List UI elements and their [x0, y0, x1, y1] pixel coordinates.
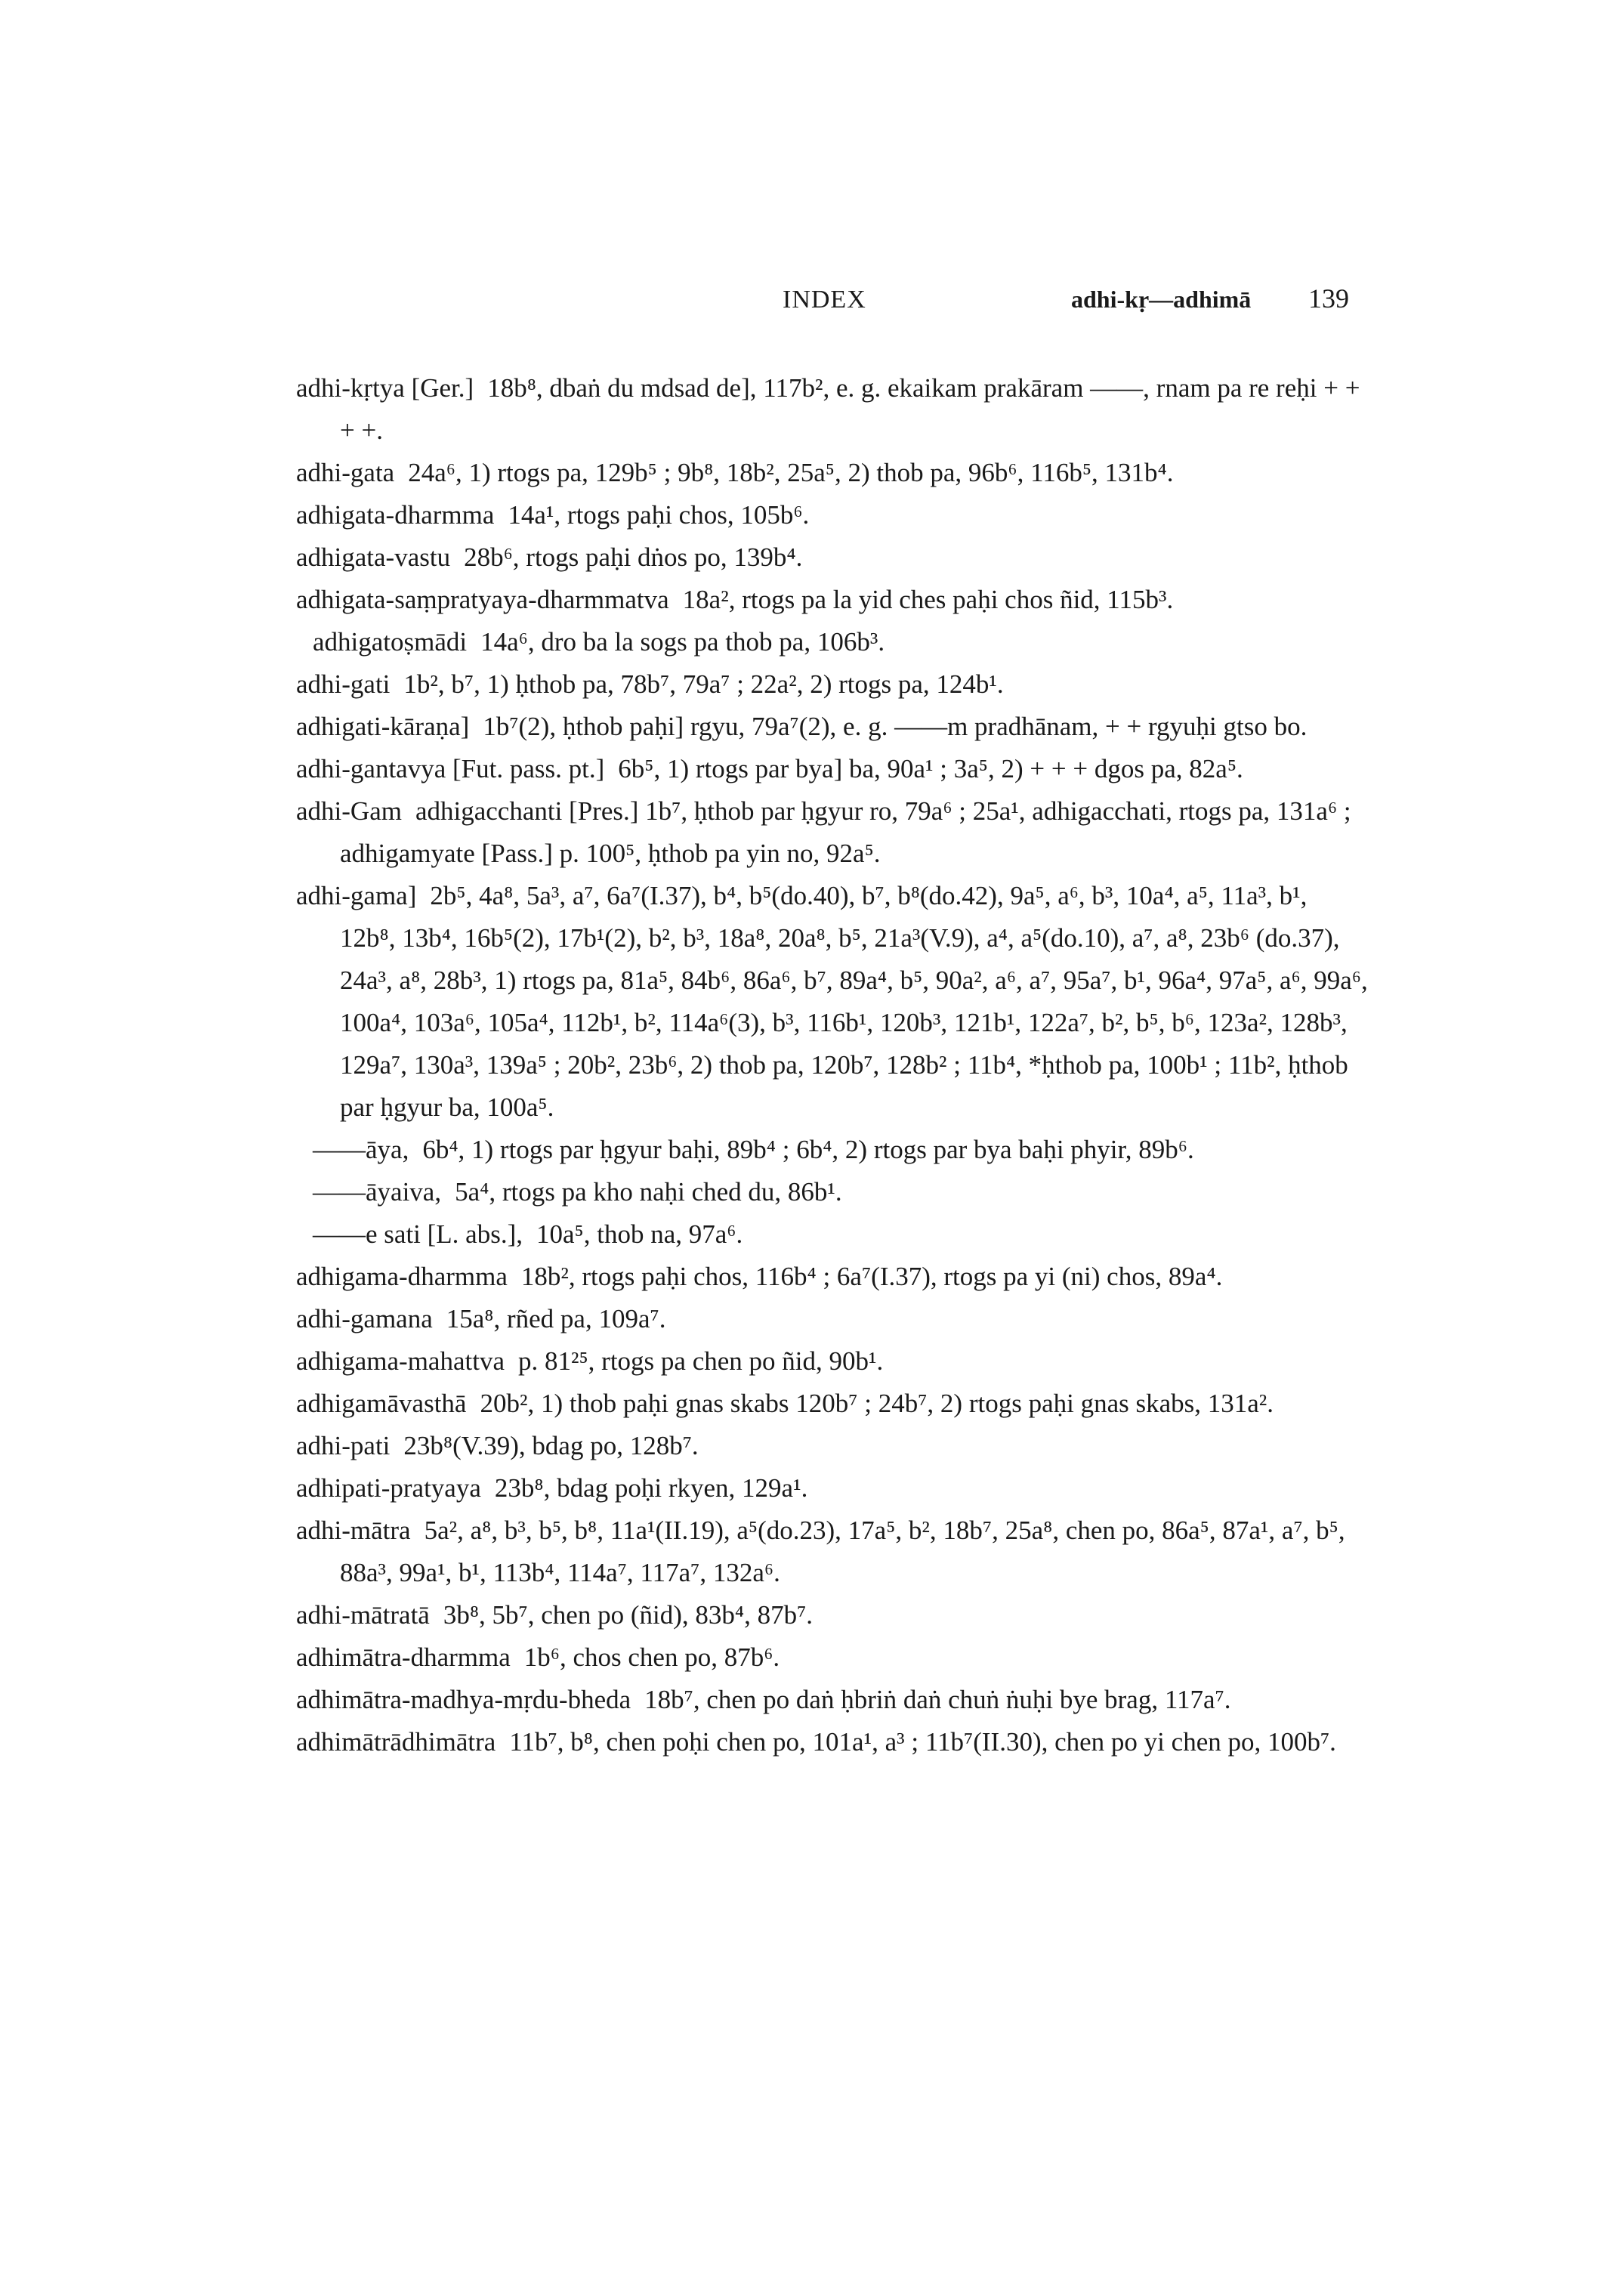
entry-references: 5a², a⁸, b³, b⁵, b⁸, 11a¹(II.19), a⁵(do.23), 17a⁵, b², 18b⁷, 25a⁸, chen po, 86a⁵, 87a¹, a⁷, b⁵, 88a³, 99a¹, b¹, 113b⁴, 114a⁷, 117a⁷, 132a⁶. [340, 1516, 1345, 1587]
index-entry [296, 494, 1369, 536]
entry-references: 10a⁵, thob na, 97a⁶. [536, 1219, 743, 1249]
index-entry [296, 367, 1369, 452]
entry-references: 2b⁵, 4a⁸, 5a³, a⁷, 6a⁷(I.37), b⁴, b⁵(do.40), b⁷, b⁸(do.42), 9a⁵, a⁶, b³, 10a⁴, a⁵, 11a³, b¹, 12b⁸, 13b⁴, 16b⁵(2), 17b¹(2), b², b³, 18a⁸, 20a⁸, b⁵, 21a³(V.9), a⁴, a⁵(do.10), a⁷, a⁸, 23b⁶ (do.37), 24a³, a⁸, 28b³, 1) rtogs pa, 81a⁵, 84b⁶, 86a⁶, b⁷, 89a⁴, b⁵, 90a², a⁶, a⁷, 95a⁷, b¹, 96a⁴, 97a⁵, a⁶, 99a⁶, 100a⁴, 103a⁶, 105a⁴, 112b¹, b², 114a⁶(3), b³, 116b¹, 120b³, 121b¹, 122a⁷, b², b⁵, b⁶, 123a², 128b³, 129a⁷, 130a³, 139a⁵ ; 20b², 23b⁶, 2) thob pa, 120b⁷, 128b² ; 11b⁴, *ḥthob pa, 100b¹ ; 11b², ḥthob par ḥgyur ba, 100a⁵. [340, 881, 1368, 1122]
index-entry [296, 1510, 1369, 1594]
entry-headword: adhipati-pratyaya [296, 1473, 481, 1503]
index-entry [296, 748, 1369, 790]
entry-references: 20b², 1) thob paḥi gnas skabs 120b⁷ ; 24b⁷, 2) rtogs paḥi gnas skabs, 131a². [480, 1389, 1274, 1418]
index-entry [296, 1425, 1369, 1467]
entry-references: 1b⁶, chos chen po, 87b⁶. [523, 1642, 780, 1672]
entry-references: 14a⁶, dro ba la sogs pa thob pa, 106b³. [480, 627, 885, 657]
index-entry [296, 790, 1369, 875]
entry-headword: adhigamāvasthā [296, 1389, 467, 1418]
entry-headword: adhigati-kāraṇa] [296, 712, 470, 741]
index-entry [296, 663, 1369, 706]
index-entry [296, 1594, 1369, 1636]
entry-headword: adhi-pati [296, 1431, 391, 1460]
index-entry [296, 1467, 1369, 1510]
index-entry [296, 1383, 1369, 1425]
entry-references: 24a⁶, 1) rtogs pa, 129b⁵ ; 9b⁸, 18b², 25a⁵, 2) thob pa, 96b⁶, 116b⁵, 131b⁴. [408, 458, 1174, 487]
entry-references: 5a⁴, rtogs pa kho naḥi ched du, 86b¹. [455, 1177, 842, 1207]
index-entry [296, 1256, 1369, 1298]
entry-headword: adhigata-saṃpratyaya-dharmmatva [296, 585, 669, 614]
entry-headword: adhi-mātra [296, 1516, 411, 1545]
page-number: 139 [1308, 283, 1349, 314]
index-entry [296, 1298, 1369, 1340]
index-entry [296, 579, 1369, 621]
entry-references: 6b⁴, 1) rtogs par ḥgyur baḥi, 89b⁴ ; 6b⁴, 2) rtogs par bya baḥi phyir, 89b⁶. [422, 1135, 1194, 1164]
index-entry [296, 1171, 1369, 1213]
entry-references: 23b⁸(V.39), bdag po, 128b⁷. [403, 1431, 699, 1460]
index-entry [296, 1679, 1369, 1721]
entry-headword: adhi-mātratā [296, 1600, 430, 1630]
index-entry [296, 875, 1369, 1129]
index-entry [296, 1721, 1369, 1763]
entry-headword: adhi-kṛtya [Ger.] [296, 373, 474, 403]
entry-headword: ——āyaiva, [313, 1177, 442, 1207]
index-entry [296, 1213, 1369, 1256]
entry-references: 28b⁶, rtogs paḥi dṅos po, 139b⁴. [464, 542, 803, 572]
entry-references: 1b⁷(2), ḥthob paḥi] rgyu, 79a⁷(2), e. g. ——m pradhānam, + + rgyuḥi gtso bo. [483, 712, 1308, 741]
entry-references: 18b², rtogs paḥi chos, 116b⁴ ; 6a⁷(I.37), rtogs pa yi (ni) chos, 89a⁴. [520, 1262, 1223, 1291]
entry-references: 6b⁵, 1) rtogs par bya] ba, 90a¹ ; 3a⁵, 2) + + + dgos pa, 82a⁵. [618, 754, 1243, 783]
entry-headword: adhigata-vastu [296, 542, 451, 572]
entry-headword: adhigama-mahattva [296, 1346, 505, 1376]
page-header [0, 283, 1624, 331]
entry-headword: adhi-gamana [296, 1304, 433, 1333]
entry-references: 1b², b⁷, 1) ḥthob pa, 78b⁷, 79a⁷ ; 22a², 2) rtogs pa, 124b¹. [403, 669, 1004, 699]
entry-references: 11b⁷, b⁸, chen poḥi chen po, 101a¹, a³ ; 11b⁷(II.30), chen po yi chen po, 100b⁷. [509, 1727, 1336, 1757]
entry-headword: adhi-gati [296, 669, 391, 699]
entry-headword: ——āya, [313, 1135, 409, 1164]
entry-references: p. 81²⁵, rtogs pa chen po ñid, 90b¹. [517, 1346, 884, 1376]
entry-headword: adhigama-dharmma [296, 1262, 508, 1291]
index-entry [296, 621, 1369, 663]
header-title: INDEX [783, 286, 866, 314]
entry-references: 3b⁸, 5b⁷, chen po (ñid), 83b⁴, 87b⁷. [443, 1600, 814, 1630]
entry-references: 18b⁸, dbaṅ du mdsad de], 117b², e. g. ekaikam prakāram ——, rnam pa re reḥi + + + +. [340, 373, 1360, 445]
entry-headword: adhimātra-dharmma [296, 1642, 511, 1672]
entry-headword: adhigata-dharmma [296, 500, 495, 530]
index-entry [296, 536, 1369, 579]
entry-headword: adhi-gata [296, 458, 395, 487]
index-entries [296, 367, 1369, 1763]
running-head: adhi-kṛ—adhimā [1071, 286, 1252, 313]
index-entry [296, 1636, 1369, 1679]
entry-references: 18a², rtogs pa la yid ches paḥi chos ñid, 115b³. [682, 585, 1174, 614]
index-entry [296, 706, 1369, 748]
index-entry [296, 1340, 1369, 1383]
entry-headword: adhimātrādhimātra [296, 1727, 496, 1757]
entry-references: 14a¹, rtogs paḥi chos, 105b⁶. [508, 500, 810, 530]
entry-references: 18b⁷, chen po daṅ ḥbriṅ daṅ chuṅ ṅuḥi bye brag, 117a⁷. [644, 1685, 1231, 1714]
entry-headword: adhi-gantavya [Fut. pass. pt.] [296, 754, 605, 783]
entry-headword: adhi-gama] [296, 881, 417, 910]
entry-headword: adhigatoṣmādi [313, 627, 468, 657]
index-entry [296, 452, 1369, 494]
entry-headword: adhi-Gam [296, 796, 402, 826]
index-entry [296, 1129, 1369, 1171]
entry-references: adhigacchanti [Pres.] 1b⁷, ḥthob par ḥgyur ro, 79a⁶ ; 25a¹, adhigacchati, rtogs pa, 131a⁶ ; adhigamyate [Pass.] p. 100⁵, ḥthob pa yin no, 92a⁵. [340, 796, 1351, 868]
entry-references: 15a⁸, rñed pa, 109a⁷. [446, 1304, 666, 1333]
entry-headword: ——e sati [L. abs.], [313, 1219, 523, 1249]
entry-references: 23b⁸, bdag poḥi rkyen, 129a¹. [494, 1473, 808, 1503]
entry-headword: adhimātra-madhya-mṛdu-bheda [296, 1685, 631, 1714]
